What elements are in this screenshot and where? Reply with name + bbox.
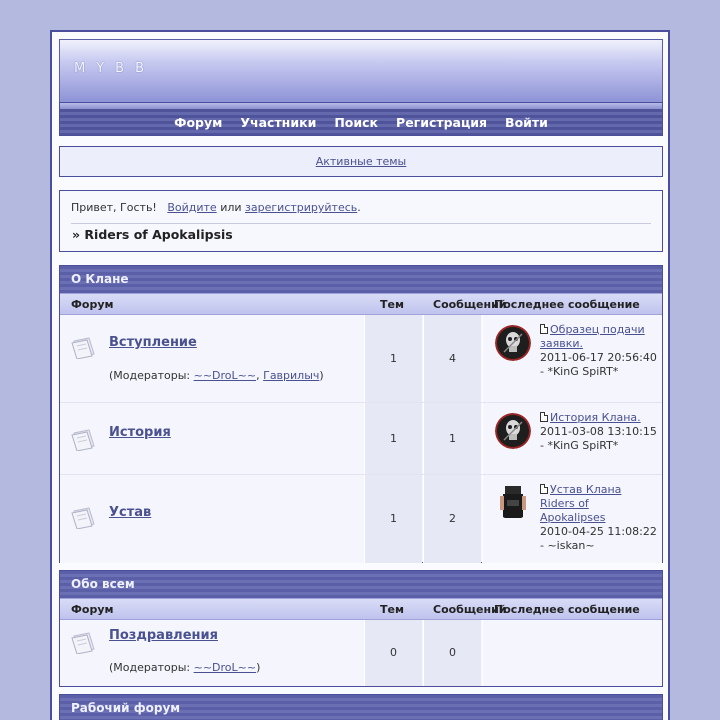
site-header [59, 39, 663, 103]
divider [71, 223, 651, 224]
main-navigation [59, 102, 663, 136]
posts-count: 4 [449, 351, 456, 365]
column-headers [60, 598, 662, 620]
col-forum: Форум [71, 298, 114, 311]
last-post-meta: 2010-04-25 11:08:22 - ~iskan~ [540, 525, 657, 552]
forum-row [60, 315, 662, 403]
active-topics-link[interactable]: Активные темы [315, 155, 407, 168]
active-topics-bar [59, 146, 663, 177]
moderator-link[interactable]: Гаврилыч [263, 369, 320, 382]
category-title[interactable]: Обо всем [60, 571, 662, 598]
nav-forum-link[interactable]: Форум [174, 114, 223, 130]
nav-register-link[interactable]: Регистрация [396, 114, 488, 130]
post-doc-icon [540, 412, 548, 422]
moderators: (Модераторы: ~~DroL~~, Гаврилыч) [109, 369, 324, 382]
forum-row [60, 475, 662, 563]
page-container [50, 30, 670, 720]
last-post [482, 403, 662, 474]
forum-read-icon [71, 335, 97, 359]
col-forum: Форум [71, 603, 114, 616]
topics-count: 0 [390, 646, 397, 659]
last-post-meta: 2011-03-08 13:10:15 - *KinG SpiRT* [540, 425, 657, 452]
category-title[interactable]: Рабочий форум [60, 695, 662, 720]
post-doc-icon [540, 324, 548, 334]
forum-read-icon [71, 630, 97, 654]
col-topics: Тем [380, 603, 404, 616]
last-post [482, 475, 662, 563]
breadcrumb: » Riders of Apokalipsis [72, 227, 233, 242]
forum-row [60, 403, 662, 475]
column-headers [60, 293, 662, 315]
topics-count: 1 [390, 512, 397, 525]
category-obo-vsem [59, 570, 663, 687]
post-doc-icon [540, 484, 548, 494]
forum-link-pozdravleniya[interactable]: Поздравления [109, 628, 218, 643]
register-link[interactable]: зарегистрируйтесь [245, 201, 358, 214]
col-topics: Тем [380, 298, 404, 311]
moderators: (Модераторы: ~~DroL~~) [109, 661, 261, 674]
moderator-link[interactable]: ~~DroL~~ [193, 369, 257, 382]
welcome-box [59, 190, 663, 252]
forum-link-vstuplenie[interactable]: Вступление [109, 335, 197, 350]
last-post [482, 315, 662, 402]
topics-count: 1 [390, 431, 397, 445]
category-title[interactable]: О Клане [60, 266, 662, 293]
or-text: или [220, 201, 242, 214]
nav-users-link[interactable]: Участники [240, 114, 317, 130]
forum-link-ustav[interactable]: Устав [109, 505, 152, 520]
posts-count: 1 [449, 431, 456, 445]
greeting-period: . [357, 201, 361, 214]
col-last-post: Последнее сообщение [494, 298, 640, 311]
nav-login-link[interactable]: Войти [505, 114, 548, 130]
navbar-top-strip [60, 103, 662, 109]
forum-read-icon [71, 505, 97, 529]
greeting-line [71, 201, 361, 214]
last-post-link[interactable]: Устав Клана Riders of Apokalipses [540, 483, 622, 524]
site-logo[interactable]: MYBB [74, 61, 155, 76]
last-post-link[interactable]: Образец подачи заявки. [540, 323, 645, 350]
last-post-link[interactable]: История Клана. [550, 411, 641, 424]
last-post [482, 620, 662, 686]
greeting-text: Привет, Гость! [71, 201, 157, 214]
col-posts: Сообщений [433, 603, 507, 616]
category-o-klane [59, 265, 663, 563]
col-last-post: Последнее сообщение [494, 603, 640, 616]
last-post-meta: 2011-06-17 20:56:40 - *KinG SpiRT* [540, 351, 657, 378]
posts-count: 2 [449, 512, 456, 525]
forum-link-istoriya[interactable]: История [109, 425, 171, 440]
forum-read-icon [71, 427, 97, 451]
moderator-link[interactable]: ~~DroL~~ [193, 661, 257, 674]
posts-count: 0 [449, 646, 456, 659]
topics-count: 1 [390, 351, 397, 365]
login-link[interactable]: Войдите [167, 201, 217, 214]
nav-search-link[interactable]: Поиск [334, 114, 379, 130]
col-posts: Сообщений [433, 298, 507, 311]
forum-row [60, 620, 662, 686]
category-rabochiy-forum [59, 694, 663, 720]
